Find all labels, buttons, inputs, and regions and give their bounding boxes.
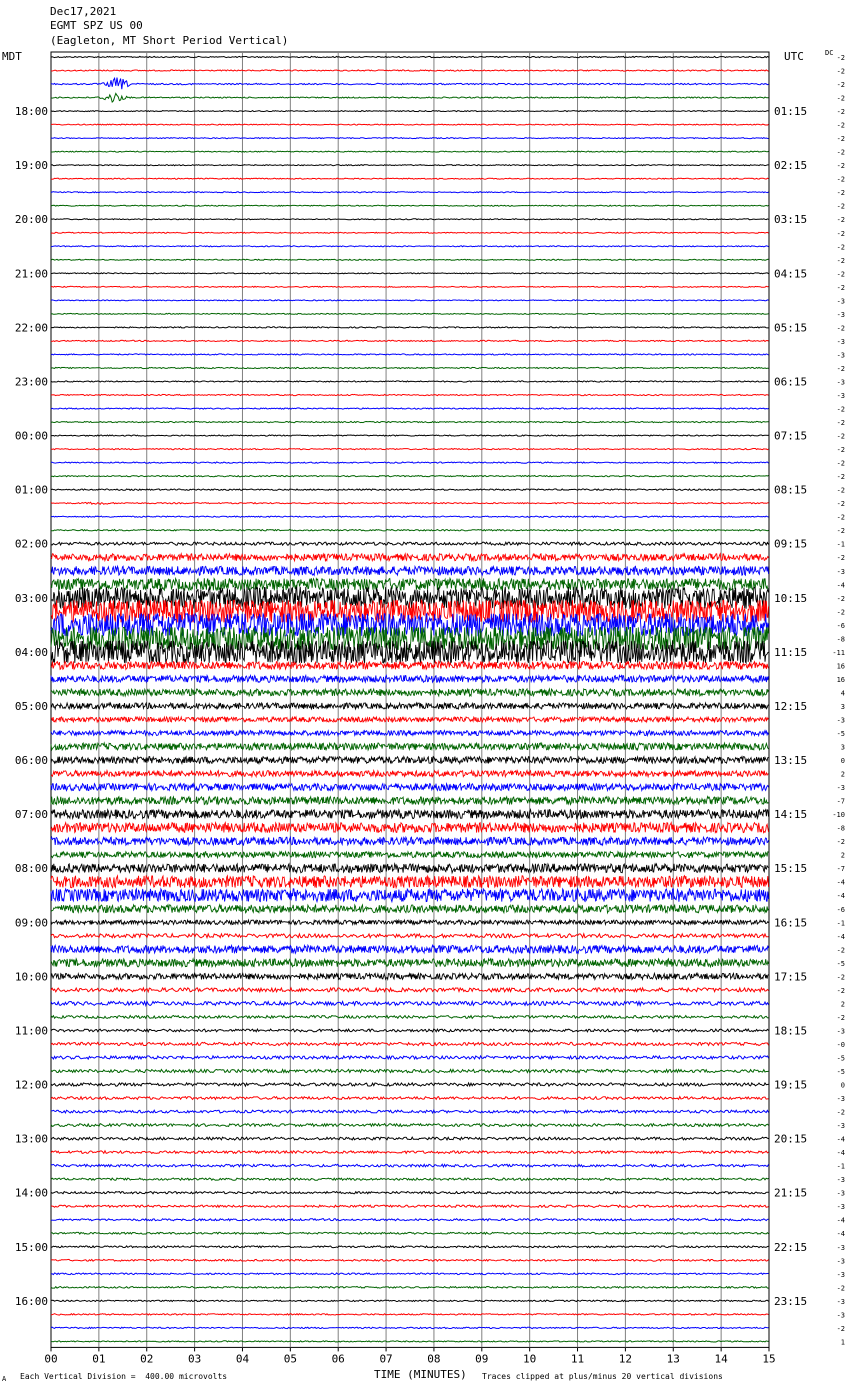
dc-offset-label: -3 bbox=[836, 297, 845, 306]
left-time-label: 08:00 bbox=[14, 862, 48, 876]
trace-row bbox=[51, 810, 769, 819]
trace-row bbox=[51, 56, 769, 57]
dc-offset-label: -1 bbox=[836, 1162, 845, 1171]
trace-row bbox=[51, 1205, 769, 1207]
dc-offset-label: -6 bbox=[836, 621, 845, 630]
right-time-label: 19:15 bbox=[774, 1078, 808, 1092]
dc-offset-label: -10 bbox=[832, 811, 845, 820]
dc-offset-label: -2 bbox=[836, 162, 845, 171]
dc-offset-label: -7 bbox=[836, 797, 845, 806]
dc-offset-label: -2 bbox=[836, 94, 845, 103]
trace-row bbox=[51, 1259, 769, 1261]
right-time-label: 05:15 bbox=[774, 321, 808, 335]
trace-row bbox=[51, 852, 769, 858]
location-label: (Eagleton, MT Short Period Vertical) bbox=[50, 34, 289, 47]
left-time-label: 10:00 bbox=[14, 970, 48, 984]
dc-offset-label: -3 bbox=[836, 1257, 845, 1266]
trace-row bbox=[51, 1192, 769, 1194]
trace-row bbox=[51, 945, 769, 953]
dc-offset-label: -3 bbox=[836, 1203, 845, 1212]
trace-row bbox=[51, 797, 769, 805]
dc-offset-label: -2 bbox=[836, 1013, 845, 1022]
dc-offset-label: -3 bbox=[836, 351, 845, 360]
dc-offset-label: -4 bbox=[836, 878, 845, 887]
trace-row bbox=[51, 1124, 769, 1127]
trace-row bbox=[51, 675, 769, 682]
dc-offset-label: -3 bbox=[836, 1243, 845, 1252]
dc-offset-label: 2 bbox=[840, 851, 845, 860]
dc-offset-label: -2 bbox=[836, 594, 845, 603]
dc-offset-label: 0 bbox=[840, 1081, 845, 1090]
dc-offset-label: -3 bbox=[836, 310, 845, 319]
trace-row bbox=[51, 731, 769, 736]
station-label: EGMT SPZ US 00 bbox=[50, 19, 143, 32]
dc-offset-label: 2 bbox=[840, 770, 845, 779]
x-tick-label: 07 bbox=[379, 1352, 393, 1366]
dc-offset-label: -2 bbox=[836, 364, 845, 373]
trace-row bbox=[51, 192, 769, 193]
x-tick-label: 09 bbox=[475, 1352, 489, 1366]
trace-row bbox=[51, 1029, 769, 1032]
trace-row bbox=[51, 771, 769, 777]
trace-row bbox=[51, 219, 769, 220]
left-timezone-label: MDT bbox=[2, 50, 22, 63]
left-time-label: 06:00 bbox=[14, 754, 48, 768]
trace-row bbox=[51, 381, 769, 382]
dc-offset-label: 16 bbox=[836, 662, 845, 671]
trace-row bbox=[51, 1137, 769, 1140]
dc-offset-label: -2 bbox=[836, 473, 845, 482]
trace-row bbox=[51, 703, 769, 709]
dc-offset-label: -2 bbox=[836, 216, 845, 225]
left-time-label: 19:00 bbox=[14, 159, 48, 173]
dc-offset-label: -2 bbox=[836, 459, 845, 468]
x-tick-label: 15 bbox=[762, 1352, 776, 1366]
dc-offset-label: -2 bbox=[836, 554, 845, 563]
trace-row bbox=[51, 959, 769, 967]
dc-offset-label: -2 bbox=[836, 67, 845, 76]
trace-row bbox=[51, 462, 769, 463]
dc-offset-label: 3 bbox=[840, 743, 845, 752]
trace-row bbox=[51, 327, 769, 328]
trace-row bbox=[51, 784, 769, 791]
right-time-label: 23:15 bbox=[774, 1294, 808, 1308]
dc-offset-label: -3 bbox=[836, 1311, 845, 1320]
trace-row bbox=[51, 1327, 769, 1328]
dc-offset-label: -2 bbox=[836, 54, 845, 62]
dc-offset-label: -2 bbox=[836, 486, 845, 495]
x-tick-label: 10 bbox=[523, 1352, 537, 1366]
clip-note: Traces clipped at plus/minus 20 vertical divisions bbox=[482, 1372, 723, 1381]
x-tick-label: 06 bbox=[331, 1352, 345, 1366]
trace-row bbox=[51, 259, 769, 260]
dc-offset-label: 16 bbox=[836, 675, 845, 684]
trace-row bbox=[51, 367, 769, 368]
dc-offset-label: 2 bbox=[840, 1000, 845, 1009]
trace-row bbox=[51, 124, 769, 125]
x-tick-label: 01 bbox=[92, 1352, 106, 1366]
x-tick-label: 03 bbox=[187, 1352, 202, 1366]
dc-offset-label: -2 bbox=[836, 270, 845, 279]
left-time-label: 03:00 bbox=[14, 591, 48, 605]
dc-offset-label: -4 bbox=[836, 932, 845, 941]
right-timezone-label: UTC bbox=[784, 50, 804, 63]
dc-offset-label: -2 bbox=[836, 1108, 845, 1117]
left-time-label: 21:00 bbox=[14, 267, 48, 281]
right-time-label: 10:15 bbox=[774, 591, 808, 605]
trace-row bbox=[51, 246, 769, 247]
left-time-label: 01:00 bbox=[14, 483, 48, 497]
dc-offset-label: -2 bbox=[836, 189, 845, 198]
trace-row bbox=[51, 78, 769, 90]
dc-offset-label: 3 bbox=[840, 702, 845, 711]
trace-row bbox=[51, 205, 769, 206]
dc-offset-label: -3 bbox=[836, 1095, 845, 1104]
dc-offset-label: -2 bbox=[836, 229, 845, 238]
right-time-label: 08:15 bbox=[774, 483, 808, 497]
right-time-label: 01:15 bbox=[774, 105, 808, 119]
trace-row bbox=[51, 661, 769, 669]
dc-offset-label: -4 bbox=[836, 1135, 845, 1144]
trace-row bbox=[51, 988, 769, 992]
x-tick-label: 12 bbox=[618, 1352, 633, 1366]
trace-row bbox=[51, 489, 769, 490]
trace-row bbox=[51, 476, 769, 477]
trace-row bbox=[51, 823, 769, 833]
dc-offset-label: -2 bbox=[836, 243, 845, 252]
trace-row bbox=[51, 717, 769, 722]
dc-offset-label: -1 bbox=[836, 919, 845, 928]
trace-row bbox=[51, 1178, 769, 1180]
trace-row bbox=[51, 93, 769, 102]
left-time-label: 02:00 bbox=[14, 537, 48, 551]
dc-offset-label: -3 bbox=[836, 1189, 845, 1198]
right-time-label: 09:15 bbox=[774, 537, 808, 551]
trace-row bbox=[51, 1314, 769, 1315]
trace-row bbox=[51, 1069, 769, 1072]
trace-row bbox=[51, 421, 769, 422]
dc-offset-label: -4 bbox=[836, 892, 845, 901]
trace-row bbox=[51, 905, 769, 913]
left-time-label: 00:00 bbox=[14, 429, 48, 443]
x-tick-label: 02 bbox=[140, 1352, 154, 1366]
dc-offset-label: -2 bbox=[836, 81, 845, 90]
right-time-label: 11:15 bbox=[774, 645, 808, 659]
right-time-label: 14:15 bbox=[774, 808, 808, 822]
right-time-label: 13:15 bbox=[774, 754, 808, 768]
dc-offset-label: -3 bbox=[836, 1027, 845, 1036]
trace-row bbox=[51, 889, 769, 902]
dc-offset-label: -2 bbox=[836, 946, 845, 955]
dc-offset-label: -3 bbox=[836, 392, 845, 400]
trace-row bbox=[51, 178, 769, 179]
trace-row bbox=[51, 1056, 769, 1059]
dc-offset-label: -3 bbox=[836, 1297, 845, 1306]
dc-offset-label: -5 bbox=[836, 1054, 845, 1063]
right-time-label: 12:15 bbox=[774, 699, 808, 713]
dc-offset-label: -3 bbox=[836, 1176, 845, 1185]
trace-row bbox=[51, 1300, 769, 1301]
left-time-label: 05:00 bbox=[14, 699, 48, 713]
dc-offset-label: -2 bbox=[836, 324, 845, 333]
x-tick-label: 08 bbox=[427, 1352, 441, 1366]
trace-row bbox=[51, 1164, 769, 1167]
trace-row bbox=[51, 566, 769, 575]
right-time-label: 06:15 bbox=[774, 375, 808, 389]
trace-row bbox=[51, 1232, 769, 1234]
trace-row bbox=[51, 232, 769, 233]
dc-offset-label: -2 bbox=[836, 513, 845, 522]
x-tick-label: 04 bbox=[235, 1352, 250, 1366]
trace-row bbox=[51, 554, 769, 561]
trace-row bbox=[51, 1110, 769, 1113]
dc-offset-label: -5 bbox=[836, 959, 845, 968]
trace-row bbox=[51, 394, 769, 395]
trace-row bbox=[51, 1016, 769, 1019]
trace-row bbox=[51, 864, 769, 873]
left-time-label: 04:00 bbox=[14, 645, 48, 659]
trace-row bbox=[51, 165, 769, 166]
trace-row bbox=[51, 449, 769, 450]
right-time-label: 04:15 bbox=[774, 267, 808, 281]
footer-mark: A bbox=[2, 1375, 7, 1383]
trace-row bbox=[51, 340, 769, 341]
dc-offset-label: -5 bbox=[836, 1068, 845, 1076]
right-time-label: 18:15 bbox=[774, 1024, 808, 1038]
dc-offset-label: 4 bbox=[840, 689, 845, 698]
trace-row bbox=[51, 286, 769, 287]
trace-row bbox=[51, 435, 769, 436]
left-time-label: 15:00 bbox=[14, 1240, 48, 1254]
dc-offset-label: -3 bbox=[836, 716, 845, 725]
dc-offset-label: -3 bbox=[836, 337, 845, 346]
dc-offset-label: -2 bbox=[836, 135, 845, 144]
dc-offset-label: -2 bbox=[836, 1324, 845, 1333]
trace-row bbox=[51, 934, 769, 938]
dc-label: DC bbox=[825, 49, 834, 57]
dc-offset-label: -2 bbox=[836, 175, 845, 184]
trace-row bbox=[51, 1151, 769, 1154]
trace-row bbox=[51, 408, 769, 409]
left-time-label: 18:00 bbox=[14, 105, 48, 119]
dc-offset-label: 1 bbox=[840, 1338, 845, 1347]
x-tick-label: 13 bbox=[666, 1352, 680, 1366]
trace-row bbox=[51, 313, 769, 314]
right-time-label: 15:15 bbox=[774, 862, 808, 876]
trace-row bbox=[51, 837, 769, 845]
trace-row bbox=[51, 1273, 769, 1275]
dc-offset-label: -11 bbox=[832, 648, 845, 657]
dc-offset-label: -4 bbox=[836, 581, 845, 590]
vertical-scale-note: Each Vertical Division = 400.00 microvolts bbox=[20, 1372, 228, 1381]
trace-row bbox=[51, 578, 769, 590]
x-axis-label: TIME (MINUTES) bbox=[374, 1368, 467, 1381]
right-time-label: 16:15 bbox=[774, 916, 808, 930]
left-time-label: 23:00 bbox=[14, 375, 48, 389]
left-time-label: 09:00 bbox=[14, 916, 48, 930]
dc-offset-label: -2 bbox=[836, 446, 845, 455]
right-time-label: 22:15 bbox=[774, 1240, 808, 1254]
dc-offset-label: -2 bbox=[836, 419, 845, 428]
dc-offset-label: 0 bbox=[840, 757, 845, 766]
trace-row bbox=[51, 530, 769, 531]
dc-offset-label: -3 bbox=[836, 567, 845, 576]
dc-offset-label: -2 bbox=[836, 283, 845, 292]
trace-row bbox=[51, 1219, 769, 1221]
dc-offset-label: -3 bbox=[836, 378, 845, 387]
dc-offset-label: -3 bbox=[836, 1270, 845, 1279]
right-time-label: 20:15 bbox=[774, 1132, 808, 1146]
dc-offset-label: -3 bbox=[836, 784, 845, 793]
trace-row bbox=[51, 689, 769, 696]
trace-row bbox=[51, 876, 769, 888]
dc-offset-label: -4 bbox=[836, 1216, 845, 1225]
trace-row bbox=[51, 1001, 769, 1005]
right-time-label: 17:15 bbox=[774, 970, 808, 984]
left-time-label: 13:00 bbox=[14, 1132, 48, 1146]
right-time-label: 03:15 bbox=[774, 213, 808, 227]
trace-row bbox=[51, 542, 769, 545]
left-time-label: 20:00 bbox=[14, 213, 48, 227]
trace-row bbox=[51, 1246, 769, 1248]
dc-offset-label: -1 bbox=[836, 540, 845, 549]
trace-row bbox=[51, 111, 769, 112]
dc-offset-label: -2 bbox=[836, 432, 845, 441]
trace-row bbox=[51, 743, 769, 750]
trace-row bbox=[51, 920, 769, 924]
trace-row bbox=[51, 973, 769, 979]
dc-offset-label: -2 bbox=[836, 202, 845, 211]
trace-row bbox=[51, 70, 769, 71]
dc-offset-label: -2 bbox=[836, 108, 845, 117]
left-time-label: 22:00 bbox=[14, 321, 48, 335]
dc-offset-label: -2 bbox=[836, 986, 845, 995]
left-time-label: 16:00 bbox=[14, 1294, 48, 1308]
dc-offset-label: -2 bbox=[836, 608, 845, 617]
dc-offset-label: -2 bbox=[836, 500, 845, 509]
dc-offset-label: -5 bbox=[836, 730, 845, 738]
left-time-label: 12:00 bbox=[14, 1078, 48, 1092]
trace-row bbox=[51, 516, 769, 517]
dc-offset-label: -2 bbox=[836, 148, 845, 157]
trace-row bbox=[51, 502, 769, 504]
trace-row bbox=[51, 1097, 769, 1100]
trace-row bbox=[51, 1287, 769, 1289]
left-time-label: 11:00 bbox=[14, 1024, 48, 1038]
date-label: Dec17,2021 bbox=[50, 5, 117, 18]
dc-offset-label: -4 bbox=[836, 1149, 845, 1158]
trace-row bbox=[51, 1083, 769, 1086]
dc-offset-label: -8 bbox=[836, 824, 845, 833]
dc-offset-label: -8 bbox=[836, 635, 845, 644]
trace-row bbox=[51, 354, 769, 355]
dc-offset-label: -3 bbox=[836, 1122, 845, 1131]
x-tick-label: 00 bbox=[44, 1352, 58, 1366]
right-time-label: 07:15 bbox=[774, 429, 808, 443]
trace-row bbox=[51, 151, 769, 152]
x-tick-label: 14 bbox=[714, 1352, 728, 1366]
dc-offset-label: -2 bbox=[836, 121, 845, 130]
right-time-label: 21:15 bbox=[774, 1186, 808, 1200]
dc-offset-label: -2 bbox=[836, 527, 845, 536]
x-tick-label: 05 bbox=[283, 1352, 297, 1366]
dc-offset-label: -7 bbox=[836, 865, 845, 874]
trace-row bbox=[51, 1042, 769, 1045]
left-time-label: 14:00 bbox=[14, 1186, 48, 1200]
dc-offset-label: -0 bbox=[836, 1040, 845, 1049]
trace-row bbox=[51, 273, 769, 274]
dc-offset-label: -2 bbox=[836, 256, 845, 265]
dc-offset-label: -2 bbox=[836, 973, 845, 982]
dc-offset-label: -6 bbox=[836, 905, 845, 914]
x-tick-label: 11 bbox=[570, 1352, 585, 1366]
trace-row bbox=[51, 757, 769, 764]
trace-row bbox=[51, 300, 769, 301]
left-time-label: 07:00 bbox=[14, 808, 48, 822]
dc-offset-label: -2 bbox=[836, 838, 845, 847]
trace-row bbox=[51, 1341, 769, 1342]
trace-row bbox=[51, 138, 769, 139]
dc-offset-label: -4 bbox=[836, 1230, 845, 1239]
dc-offset-label: -2 bbox=[836, 405, 845, 414]
dc-offset-label: -2 bbox=[836, 1284, 845, 1293]
right-time-label: 02:15 bbox=[774, 159, 808, 173]
